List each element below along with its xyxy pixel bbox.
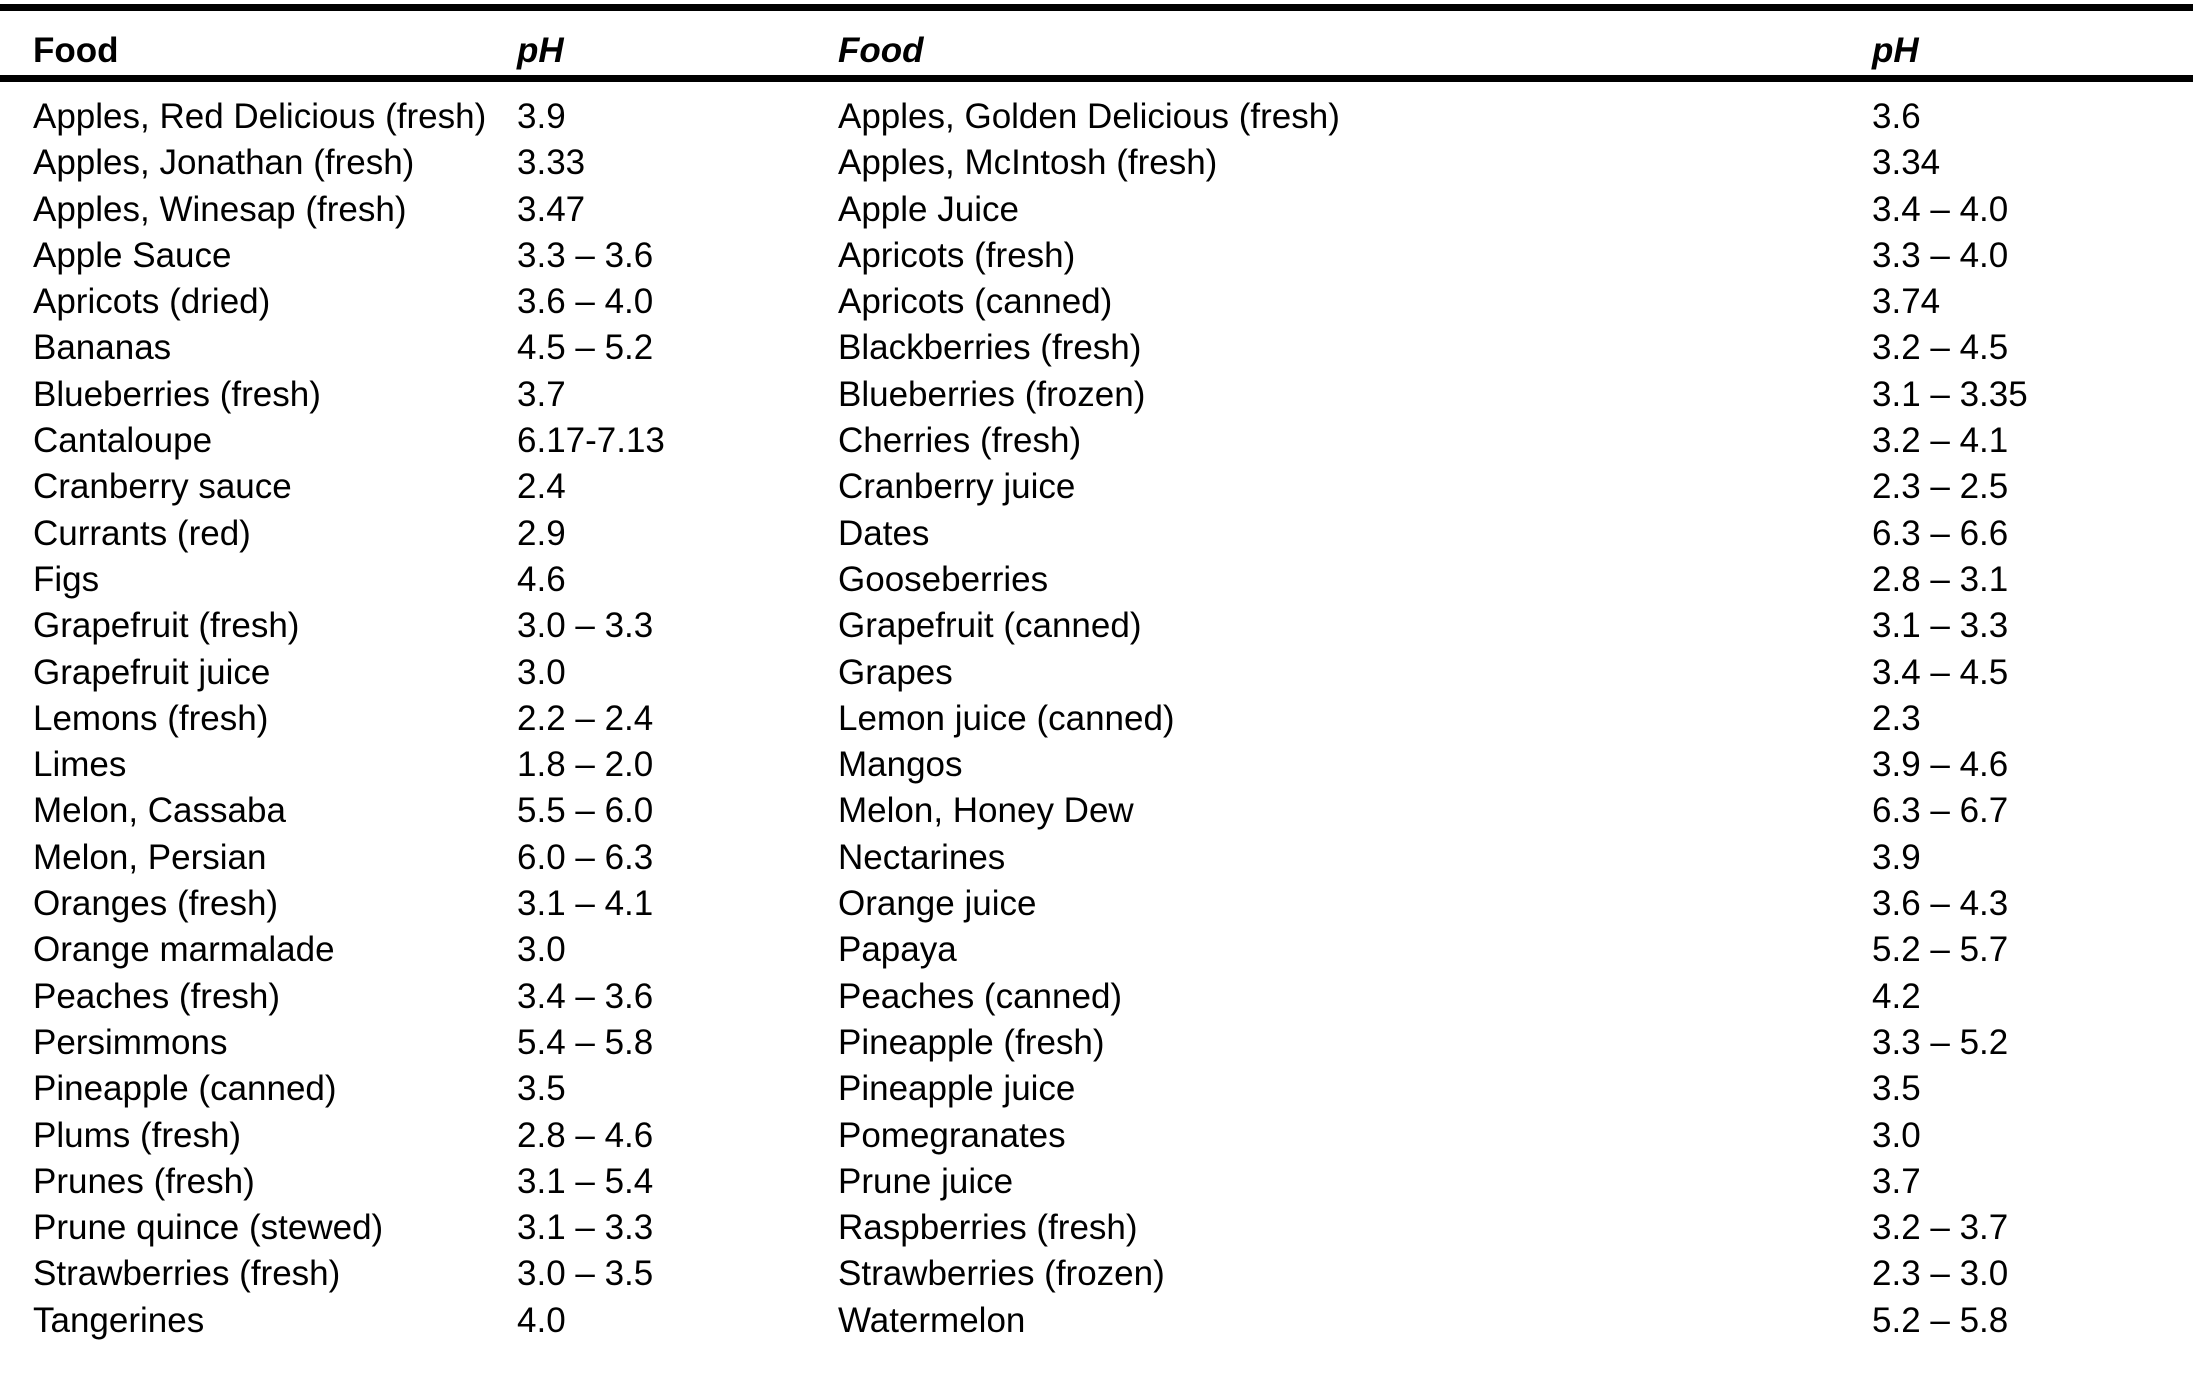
ph-value-left: 3.33 [517, 143, 586, 183]
food-name-right: Strawberries (frozen) [838, 1254, 1165, 1294]
ph-value-left: 3.0 – 3.5 [517, 1254, 654, 1294]
ph-value-right: 3.2 – 4.5 [1872, 328, 2009, 368]
food-name-left: Strawberries (fresh) [33, 1254, 341, 1294]
food-name-left: Prunes (fresh) [33, 1161, 255, 1201]
table-row [0, 1115, 2193, 1164]
table-row [0, 747, 2193, 793]
ph-value-right: 3.3 – 5.2 [1872, 1022, 2009, 1062]
food-name-left: Melon, Persian [33, 837, 267, 877]
table-top-rule [0, 4, 2193, 11]
food-name-right: Blackberries (fresh) [838, 328, 1142, 368]
food-name-right: Peaches (canned) [838, 976, 1123, 1016]
table-row [0, 469, 2193, 515]
ph-value-right: 3.7 [1872, 1161, 1921, 1201]
ph-value-left: 5.4 – 5.8 [517, 1022, 654, 1062]
food-name-left: Apricots (dried) [33, 282, 271, 322]
ph-value-right: 2.3 – 3.0 [1872, 1254, 2009, 1294]
ph-value-right: 3.2 – 4.1 [1872, 421, 2009, 461]
ph-value-left: 3.1 – 3.3 [517, 1208, 654, 1248]
food-name-right: Mangos [838, 745, 963, 785]
food-name-right: Raspberries (fresh) [838, 1208, 1138, 1248]
table-row [0, 423, 2193, 469]
ph-value-left: 3.9 [517, 97, 566, 136]
table-row [0, 145, 2193, 191]
ph-value-left: 5.5 – 6.0 [517, 791, 654, 831]
ph-value-left: 3.1 – 4.1 [517, 884, 654, 924]
ph-value-right: 3.4 – 4.0 [1872, 189, 2009, 229]
ph-value-right: 3.9 [1872, 837, 1921, 877]
food-name-left: Limes [33, 745, 127, 785]
food-name-right: Grapefruit (canned) [838, 606, 1142, 646]
ph-value-right: 3.1 – 3.3 [1872, 606, 2009, 646]
ph-value-left: 1.8 – 2.0 [517, 745, 654, 785]
ph-value-right: 3.1 – 3.35 [1872, 374, 2028, 414]
food-name-right: Melon, Honey Dew [838, 791, 1134, 831]
ph-value-left: 4.6 [517, 559, 566, 599]
table-header-row [0, 11, 2193, 75]
food-name-left: Cranberry sauce [33, 467, 292, 507]
ph-value-left: 4.0 [517, 1300, 566, 1340]
food-name-left: Blueberries (fresh) [33, 374, 321, 414]
food-name-left: Currants (red) [33, 513, 251, 553]
column-header-food-right: Food [838, 31, 924, 70]
food-name-left: Tangerines [33, 1300, 205, 1340]
ph-value-left: 3.4 – 3.6 [517, 976, 654, 1016]
table-row [0, 559, 2193, 608]
food-name-left: Peaches (fresh) [33, 976, 281, 1016]
food-name-left: Plums (fresh) [33, 1115, 242, 1155]
table-row [0, 837, 2193, 886]
food-name-right: Papaya [838, 930, 957, 970]
food-name-right: Pomegranates [838, 1115, 1066, 1155]
ph-value-right: 3.4 – 4.5 [1872, 652, 2009, 692]
table-row [0, 1300, 2193, 1349]
food-name-right: Nectarines [838, 837, 1006, 877]
food-name-right: Apricots (fresh) [838, 235, 1076, 275]
food-name-right: Apples, McIntosh (fresh) [838, 143, 1218, 183]
food-name-left: Grapefruit juice [33, 652, 271, 692]
ph-value-left: 3.0 – 3.3 [517, 606, 654, 646]
table-row [0, 189, 2193, 238]
ph-value-right: 3.5 [1872, 1069, 1921, 1109]
food-name-left: Cantaloupe [33, 421, 213, 461]
table-row [0, 652, 2193, 701]
food-name-right: Watermelon [838, 1300, 1026, 1340]
food-name-left: Oranges (fresh) [33, 884, 279, 924]
table-row [0, 330, 2193, 376]
food-name-right: Orange juice [838, 884, 1037, 924]
ph-value-right: 3.74 [1872, 282, 1941, 322]
food-name-left: Apples, Winesap (fresh) [33, 189, 407, 229]
food-name-left: Apples, Red Delicious (fresh) [33, 97, 487, 136]
ph-value-right: 5.2 – 5.7 [1872, 930, 2009, 970]
ph-value-left: 2.9 [517, 513, 566, 553]
table-row [0, 976, 2193, 1025]
food-name-right: Prune juice [838, 1161, 1014, 1201]
food-name-left: Pineapple (canned) [33, 1069, 337, 1109]
food-name-left: Figs [33, 559, 100, 599]
food-name-right: Apples, Golden Delicious (fresh) [838, 97, 1340, 136]
table-row [0, 608, 2193, 654]
ph-value-left: 3.0 [517, 930, 566, 970]
ph-value-left: 2.2 – 2.4 [517, 698, 654, 738]
food-name-left: Melon, Cassaba [33, 791, 286, 831]
food-name-left: Bananas [33, 328, 172, 368]
column-header-food-left: Food [33, 31, 119, 70]
ph-value-left: 2.8 – 4.6 [517, 1115, 654, 1155]
food-name-right: Apple Juice [838, 189, 1019, 229]
table-row [0, 235, 2193, 284]
ph-value-right: 3.6 [1872, 97, 1921, 136]
table-row [0, 793, 2193, 839]
table-row [0, 698, 2193, 747]
food-name-left: Apples, Jonathan (fresh) [33, 143, 415, 183]
table-row [0, 374, 2193, 423]
food-name-left: Persimmons [33, 1022, 228, 1062]
ph-value-right: 2.3 [1872, 698, 1921, 738]
ph-value-right: 3.9 – 4.6 [1872, 745, 2009, 785]
food-name-right: Pineapple (fresh) [838, 1022, 1105, 1062]
ph-value-right: 3.34 [1872, 143, 1941, 183]
ph-value-left: 6.17-7.13 [517, 421, 665, 461]
table-row [0, 886, 2193, 932]
table-row [0, 1256, 2193, 1302]
food-name-right: Blueberries (frozen) [838, 374, 1146, 414]
ph-value-right: 2.3 – 2.5 [1872, 467, 2009, 507]
table-row [0, 1022, 2193, 1071]
food-name-right: Cherries (fresh) [838, 421, 1082, 461]
ph-value-right: 3.3 – 4.0 [1872, 235, 2009, 275]
ph-value-right: 6.3 – 6.7 [1872, 791, 2009, 831]
ph-value-right: 3.6 – 4.3 [1872, 884, 2009, 924]
table-row [0, 1210, 2193, 1256]
food-name-right: Apricots (canned) [838, 282, 1113, 322]
food-name-left: Lemons (fresh) [33, 698, 269, 738]
ph-value-left: 6.0 – 6.3 [517, 837, 654, 877]
ph-value-left: 3.3 – 3.6 [517, 235, 654, 275]
food-name-right: Pineapple juice [838, 1069, 1076, 1109]
ph-value-left: 3.7 [517, 374, 566, 414]
table-row [0, 513, 2193, 562]
ph-value-left: 3.1 – 5.4 [517, 1161, 654, 1201]
food-name-right: Grapes [838, 652, 953, 692]
food-name-right: Dates [838, 513, 930, 553]
ph-value-left: 3.6 – 4.0 [517, 282, 654, 322]
food-name-left: Prune quince (stewed) [33, 1208, 384, 1248]
ph-value-left: 4.5 – 5.2 [517, 328, 654, 368]
table-row [0, 1071, 2193, 1117]
column-header-ph-right: pH [1872, 31, 1919, 70]
ph-value-right: 5.2 – 5.8 [1872, 1300, 2009, 1340]
ph-value-left: 2.4 [517, 467, 566, 507]
table-header-rule [0, 75, 2193, 82]
table-row [0, 932, 2193, 978]
ph-value-left: 3.5 [517, 1069, 566, 1109]
food-name-right: Lemon juice (canned) [838, 698, 1175, 738]
food-name-left: Apple Sauce [33, 235, 232, 275]
column-header-ph-left: pH [517, 31, 564, 70]
ph-value-right: 3.0 [1872, 1115, 1921, 1155]
ph-value-left: 3.47 [517, 189, 586, 229]
ph-value-right: 4.2 [1872, 976, 1921, 1016]
ph-of-foods-table [0, 4, 2193, 1381]
table-row [0, 284, 2193, 330]
ph-value-right: 2.8 – 3.1 [1872, 559, 2009, 599]
food-name-left: Grapefruit (fresh) [33, 606, 300, 646]
ph-value-right: 3.2 – 3.7 [1872, 1208, 2009, 1248]
table-row [0, 99, 2193, 145]
food-name-right: Cranberry juice [838, 467, 1076, 507]
food-name-right: Gooseberries [838, 559, 1049, 599]
ph-value-left: 3.0 [517, 652, 566, 692]
ph-value-right: 6.3 – 6.6 [1872, 513, 2009, 553]
food-name-left: Orange marmalade [33, 930, 335, 970]
table-body [0, 82, 2193, 1349]
table-row [0, 1161, 2193, 1210]
